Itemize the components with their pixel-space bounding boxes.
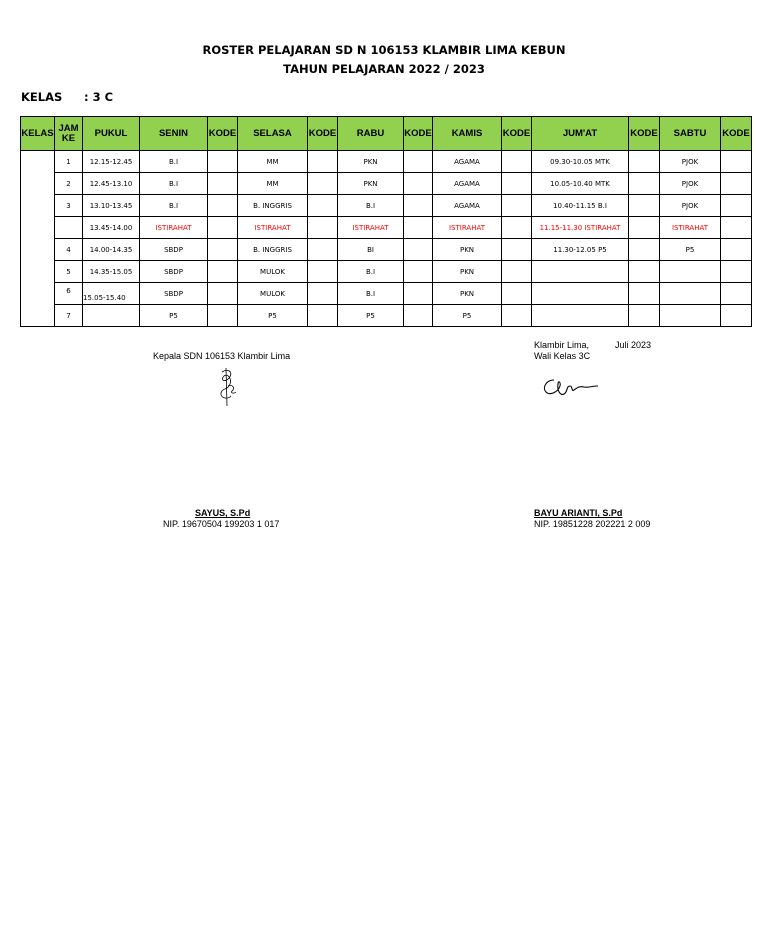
selasa-cell: P5 — [238, 305, 308, 327]
senin-cell: B.I — [140, 173, 208, 195]
kode-cell — [629, 261, 660, 283]
pukul-cell — [83, 283, 140, 305]
kelas-cell — [21, 151, 55, 327]
principal-name: SAYUS, S.Pd — [195, 508, 251, 518]
teacher-signature-icon — [540, 374, 602, 400]
kode-cell — [502, 261, 532, 283]
jam-cell — [55, 217, 83, 239]
kode-cell — [308, 283, 338, 305]
principal-role: Kepala SDN 106153 Klambir Lima — [153, 351, 291, 361]
kode-cell — [629, 217, 660, 239]
kode-cell — [721, 217, 752, 239]
pukul-cell: 14.00-14.35 — [83, 239, 140, 261]
kode-cell — [404, 283, 433, 305]
jam-cell: 7 — [55, 305, 83, 327]
header-cell: KODE — [308, 117, 338, 151]
rabu-cell: B.I — [338, 283, 404, 305]
jumat-cell: 10.40-11.15 B.I — [532, 195, 629, 217]
selasa-cell: MULOK — [238, 261, 308, 283]
sabtu-cell: PJOK — [660, 173, 721, 195]
senin-cell: SBDP — [140, 283, 208, 305]
kode-cell — [208, 305, 238, 327]
sabtu-cell: P5 — [660, 239, 721, 261]
selasa-cell: MULOK — [238, 283, 308, 305]
header-cell: JAM KE — [55, 117, 83, 151]
rabu-cell: P5 — [338, 305, 404, 327]
kode-cell — [721, 261, 752, 283]
kode-cell — [404, 151, 433, 173]
header-cell: SABTU — [660, 117, 721, 151]
kode-cell — [308, 195, 338, 217]
rabu-cell: ISTIRAHAT — [338, 217, 404, 239]
teacher-nip: NIP. 19851228 202221 2 009 — [534, 519, 651, 529]
header-cell: KELAS — [21, 117, 55, 151]
sabtu-cell: ISTIRAHAT — [660, 217, 721, 239]
kode-cell — [404, 261, 433, 283]
kode-cell — [629, 195, 660, 217]
kode-cell — [404, 173, 433, 195]
class-value: : 3 C — [84, 90, 114, 104]
schedule-table — [20, 116, 752, 327]
jumat-cell — [532, 261, 629, 283]
kode-cell — [629, 173, 660, 195]
header-cell: KODE — [721, 117, 752, 151]
sabtu-cell — [660, 283, 721, 305]
teacher-role: Wali Kelas 3C — [534, 351, 591, 361]
kode-cell — [629, 239, 660, 261]
pukul-cell: 12.15-12.45 — [83, 151, 140, 173]
jumat-cell — [532, 283, 629, 305]
kamis-cell: AGAMA — [433, 173, 502, 195]
jam-value: 6 — [66, 287, 71, 295]
senin-cell: SBDP — [140, 261, 208, 283]
kode-cell — [208, 239, 238, 261]
header-cell: KODE — [502, 117, 532, 151]
pukul-cell: 13.45-14.00 — [83, 217, 140, 239]
senin-cell: B.I — [140, 151, 208, 173]
kode-cell — [208, 217, 238, 239]
sabtu-cell — [660, 305, 721, 327]
table-row — [21, 173, 752, 195]
rabu-cell: PKN — [338, 173, 404, 195]
pukul-cell: 14.35-15.05 — [83, 261, 140, 283]
kode-cell — [208, 195, 238, 217]
senin-cell: B.I — [140, 195, 208, 217]
kode-cell — [721, 173, 752, 195]
senin-cell: SBDP — [140, 239, 208, 261]
kode-cell — [404, 305, 433, 327]
kode-cell — [629, 283, 660, 305]
kode-cell — [502, 305, 532, 327]
header-cell: KODE — [629, 117, 660, 151]
kode-cell — [404, 217, 433, 239]
senin-cell: P5 — [140, 305, 208, 327]
kamis-cell: P5 — [433, 305, 502, 327]
jumat-cell: 11.30-12.05 P5 — [532, 239, 629, 261]
header-cell: RABU — [338, 117, 404, 151]
kode-cell — [502, 239, 532, 261]
jumat-cell: 09.30-10.05 MTK — [532, 151, 629, 173]
jam-cell: 1 — [55, 151, 83, 173]
pukul-value: 15.05-15.40 — [83, 294, 126, 302]
class-info — [21, 90, 113, 104]
rabu-cell: B.I — [338, 195, 404, 217]
kode-cell — [721, 305, 752, 327]
kode-cell — [629, 305, 660, 327]
table-row — [21, 151, 752, 173]
pukul-cell — [83, 305, 140, 327]
selasa-cell: MM — [238, 151, 308, 173]
rabu-cell: BI — [338, 239, 404, 261]
jam-cell: 5 — [55, 261, 83, 283]
table-row — [21, 239, 752, 261]
kode-cell — [721, 239, 752, 261]
class-label: KELAS — [21, 90, 63, 104]
kode-cell — [208, 283, 238, 305]
jumat-cell: 10.05-10.40 MTK — [532, 173, 629, 195]
table-row — [21, 283, 752, 305]
jumat-cell — [532, 305, 629, 327]
selasa-cell: B. INGGRIS — [238, 195, 308, 217]
kode-cell — [208, 173, 238, 195]
kode-cell — [502, 217, 532, 239]
jam-cell: 2 — [55, 173, 83, 195]
kode-cell — [502, 151, 532, 173]
kode-cell — [502, 283, 532, 305]
kode-cell — [502, 173, 532, 195]
kode-cell — [629, 151, 660, 173]
page-title: ROSTER PELAJARAN SD N 106153 KLAMBIR LIMA KEBUN — [202, 43, 566, 57]
kamis-cell: PKN — [433, 283, 502, 305]
jumat-cell: 11.15-11.30 ISTIRAHAT — [532, 217, 629, 239]
table-row — [21, 195, 752, 217]
kode-cell — [404, 239, 433, 261]
table-row-istirahat — [21, 217, 752, 239]
rabu-cell: B.I — [338, 261, 404, 283]
kamis-cell: PKN — [433, 239, 502, 261]
rabu-cell: PKN — [338, 151, 404, 173]
kode-cell — [208, 261, 238, 283]
selasa-cell: ISTIRAHAT — [238, 217, 308, 239]
jam-cell — [55, 283, 83, 305]
kode-cell — [308, 151, 338, 173]
date-label: Juli 2023 — [615, 340, 652, 350]
kode-cell — [308, 217, 338, 239]
page-subtitle: TAHUN PELAJARAN 2022 / 2023 — [283, 62, 485, 76]
sabtu-cell: PJOK — [660, 151, 721, 173]
place-label: Klambir Lima, — [534, 340, 590, 350]
table-row — [21, 305, 752, 327]
kode-cell — [308, 239, 338, 261]
kamis-cell: ISTIRAHAT — [433, 217, 502, 239]
table-row — [21, 261, 752, 283]
kode-cell — [721, 283, 752, 305]
pukul-cell: 12.45-13.10 — [83, 173, 140, 195]
header-cell: KODE — [404, 117, 433, 151]
kode-cell — [308, 305, 338, 327]
header-cell: KAMIS — [433, 117, 502, 151]
header-cell: SELASA — [238, 117, 308, 151]
header-cell: PUKUL — [83, 117, 140, 151]
kamis-cell: AGAMA — [433, 195, 502, 217]
kamis-cell: AGAMA — [433, 151, 502, 173]
senin-cell: ISTIRAHAT — [140, 217, 208, 239]
teacher-name: BAYU ARIANTI, S.Pd — [534, 508, 623, 518]
table-header-row — [21, 117, 752, 151]
sabtu-cell: PJOK — [660, 195, 721, 217]
kode-cell — [502, 195, 532, 217]
principal-signature-icon — [212, 366, 242, 408]
jam-cell: 3 — [55, 195, 83, 217]
kode-cell — [308, 173, 338, 195]
kamis-cell: PKN — [433, 261, 502, 283]
principal-nip: NIP. 19670504 199203 1 017 — [163, 519, 280, 529]
kode-cell — [208, 151, 238, 173]
kode-cell — [308, 261, 338, 283]
header-cell: JUM'AT — [532, 117, 629, 151]
header-cell: KODE — [208, 117, 238, 151]
sabtu-cell — [660, 261, 721, 283]
selasa-cell: B. INGGRIS — [238, 239, 308, 261]
kode-cell — [404, 195, 433, 217]
kode-cell — [721, 195, 752, 217]
header-cell: SENIN — [140, 117, 208, 151]
pukul-cell: 13.10-13.45 — [83, 195, 140, 217]
selasa-cell: MM — [238, 173, 308, 195]
kode-cell — [721, 151, 752, 173]
jam-cell: 4 — [55, 239, 83, 261]
